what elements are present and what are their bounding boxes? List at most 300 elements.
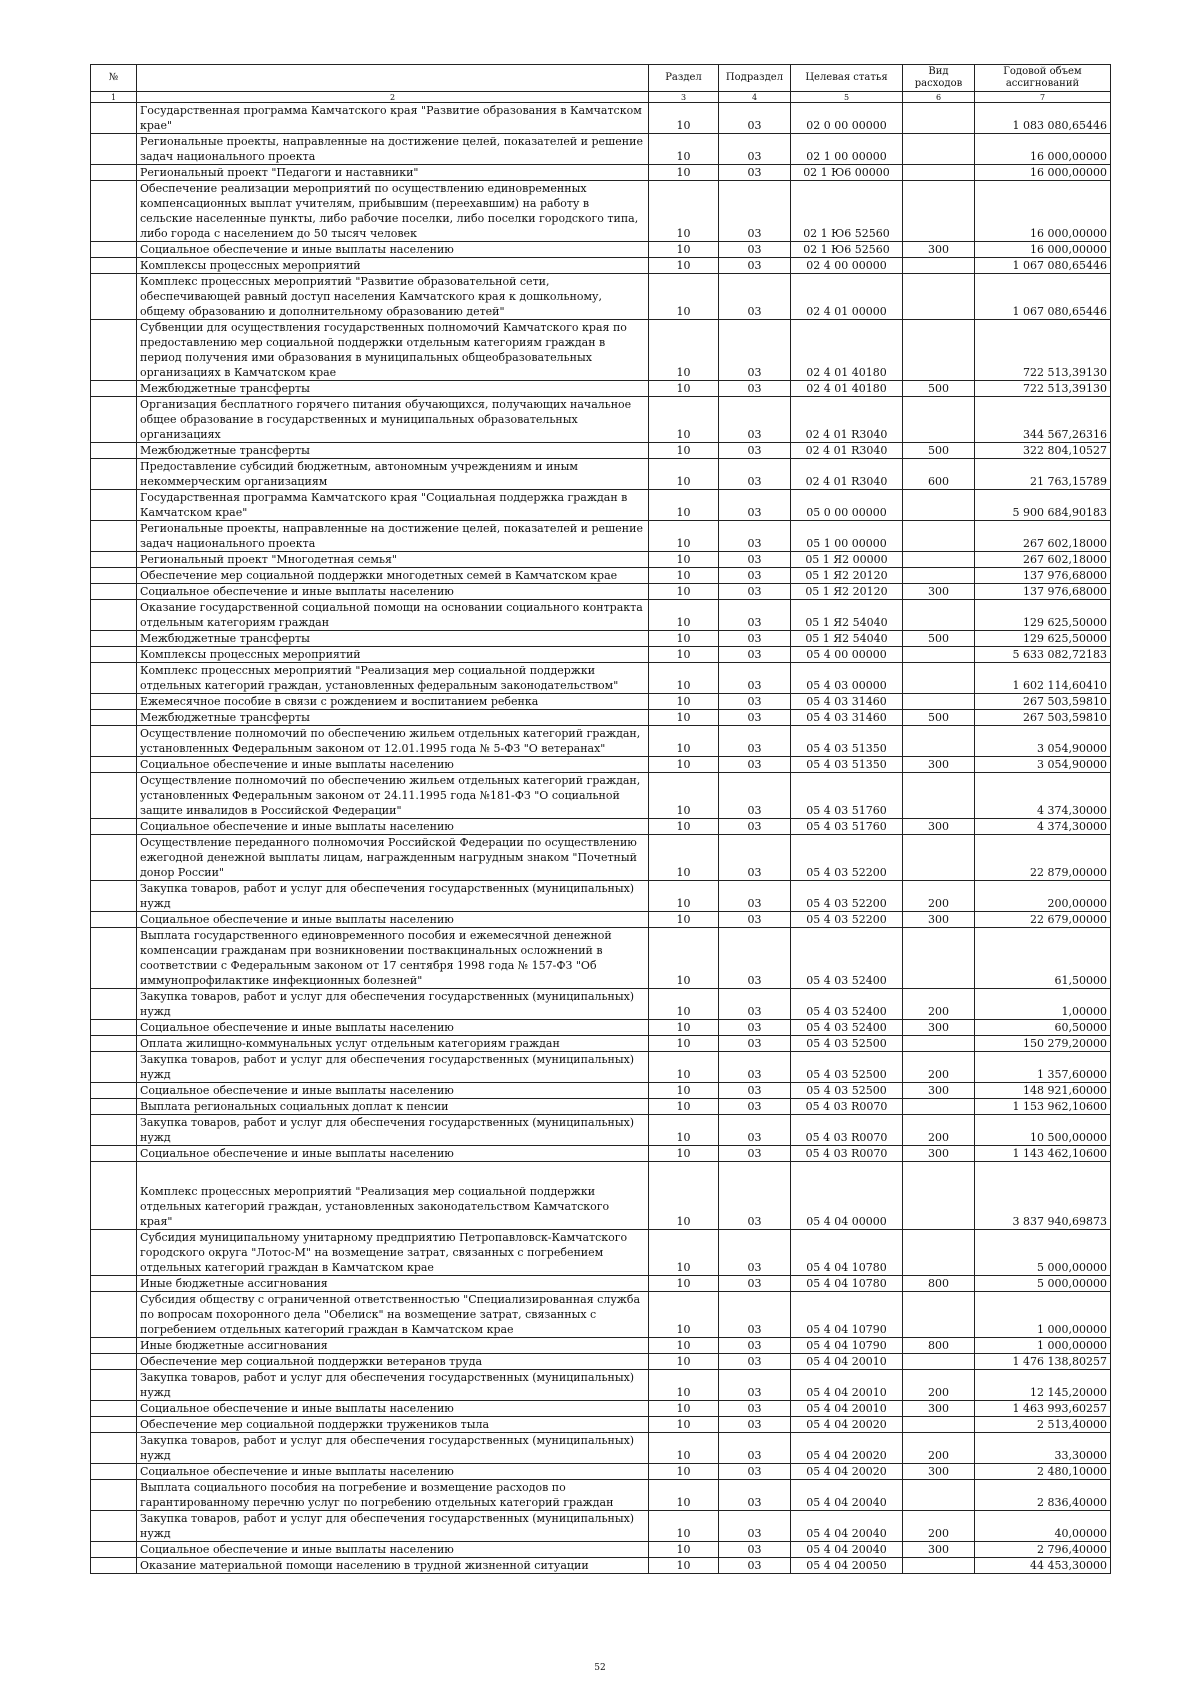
row-podrazdel: 03 [719, 1370, 791, 1401]
row-number-cell [91, 1292, 137, 1338]
row-name: Оказание государственной социальной помощи на основании социального контракта отдельным категориям граждан [137, 600, 649, 631]
header-index-6: 6 [903, 92, 975, 103]
row-number-cell [91, 835, 137, 881]
row-target-article: 05 4 03 51760 [791, 819, 903, 835]
row-expense-type [903, 1558, 975, 1574]
row-expense-type: 200 [903, 1052, 975, 1083]
row-number-cell [91, 726, 137, 757]
row-target-article: 05 4 04 20040 [791, 1480, 903, 1511]
row-target-article: 05 4 03 31460 [791, 710, 903, 726]
row-name: Социальное обеспечение и иные выплаты населению [137, 757, 649, 773]
row-razdel: 10 [649, 710, 719, 726]
row-amount: 4 374,30000 [975, 819, 1111, 835]
row-number-cell [91, 1099, 137, 1115]
row-number-cell [91, 694, 137, 710]
row-amount: 21 763,15789 [975, 459, 1111, 490]
row-expense-type [903, 1099, 975, 1115]
row-razdel: 10 [649, 773, 719, 819]
row-razdel: 10 [649, 443, 719, 459]
row-target-article: 05 4 03 R0070 [791, 1146, 903, 1162]
row-name: Социальное обеспечение и иные выплаты населению [137, 584, 649, 600]
row-expense-type: 800 [903, 1338, 975, 1354]
row-name: Социальное обеспечение и иные выплаты населению [137, 242, 649, 258]
row-podrazdel: 03 [719, 1230, 791, 1276]
row-expense-type [903, 397, 975, 443]
row-name: Межбюджетные трансферты [137, 710, 649, 726]
row-expense-type: 300 [903, 1020, 975, 1036]
table-row [91, 757, 1111, 773]
row-expense-type [903, 274, 975, 320]
row-number-cell [91, 381, 137, 397]
row-amount: 22 879,00000 [975, 835, 1111, 881]
row-expense-type [903, 773, 975, 819]
row-name: Обеспечение реализации мероприятий по осуществлению единовременных компенсационных выплат учителям, прибывшим (переехавшим) на работу в сельские населенные пункты, либо рабочие поселки, либо поселки городского типа, либо города с населением до 50 тысяч человек [137, 181, 649, 242]
row-razdel: 10 [649, 1162, 719, 1230]
row-podrazdel: 03 [719, 1115, 791, 1146]
row-expense-type [903, 647, 975, 663]
row-name: Межбюджетные трансферты [137, 443, 649, 459]
row-name: Региональный проект "Педагоги и наставники" [137, 165, 649, 181]
row-razdel: 10 [649, 1338, 719, 1354]
row-razdel: 10 [649, 274, 719, 320]
row-target-article: 05 4 03 R0070 [791, 1099, 903, 1115]
row-target-article: 02 4 01 40180 [791, 320, 903, 381]
header-index-2: 2 [137, 92, 649, 103]
table-row [91, 1230, 1111, 1276]
row-number-cell [91, 631, 137, 647]
row-razdel: 10 [649, 835, 719, 881]
row-podrazdel: 03 [719, 258, 791, 274]
budget-table [90, 64, 1111, 1574]
row-amount: 5 000,00000 [975, 1230, 1111, 1276]
row-name: Закупка товаров, работ и услуг для обеспечения государственных (муниципальных) нужд [137, 1115, 649, 1146]
row-podrazdel: 03 [719, 1162, 791, 1230]
row-name: Социальное обеспечение и иные выплаты населению [137, 1146, 649, 1162]
row-name: Закупка товаров, работ и услуг для обеспечения государственных (муниципальных) нужд [137, 1511, 649, 1542]
row-target-article: 05 1 Я2 54040 [791, 600, 903, 631]
row-number-cell [91, 521, 137, 552]
row-number-cell [91, 1020, 137, 1036]
row-razdel: 10 [649, 258, 719, 274]
row-podrazdel: 03 [719, 320, 791, 381]
row-podrazdel: 03 [719, 443, 791, 459]
row-target-article: 05 4 04 10790 [791, 1292, 903, 1338]
row-amount: 1 000,00000 [975, 1338, 1111, 1354]
row-podrazdel: 03 [719, 1417, 791, 1433]
row-podrazdel: 03 [719, 1020, 791, 1036]
row-target-article: 05 4 03 31460 [791, 694, 903, 710]
table-row [91, 1099, 1111, 1115]
row-number-cell [91, 1480, 137, 1511]
row-name: Комплексы процессных мероприятий [137, 258, 649, 274]
row-target-article: 05 4 04 10790 [791, 1338, 903, 1354]
table-row [91, 320, 1111, 381]
row-amount: 1 357,60000 [975, 1052, 1111, 1083]
table-row [91, 1276, 1111, 1292]
table-row [91, 726, 1111, 757]
row-number-cell [91, 1433, 137, 1464]
row-name: Обеспечение мер социальной поддержки многодетных семей в Камчатском крае [137, 568, 649, 584]
row-target-article: 05 1 Я2 54040 [791, 631, 903, 647]
row-expense-type: 300 [903, 1542, 975, 1558]
row-number-cell [91, 647, 137, 663]
table-row [91, 1115, 1111, 1146]
row-expense-type [903, 726, 975, 757]
row-name: Региональные проекты, направленные на достижение целей, показателей и решение задач национального проекта [137, 134, 649, 165]
table-row [91, 1511, 1111, 1542]
row-razdel: 10 [649, 1292, 719, 1338]
row-target-article: 05 4 03 52400 [791, 989, 903, 1020]
row-podrazdel: 03 [719, 1292, 791, 1338]
row-expense-type [903, 1230, 975, 1276]
row-name: Осуществление полномочий по обеспечению жильем отдельных категорий граждан, установленных Федеральным законом от 12.01.1995 года № 5-ФЗ "О ветеранах" [137, 726, 649, 757]
row-podrazdel: 03 [719, 1480, 791, 1511]
row-target-article: 02 1 Ю6 52560 [791, 181, 903, 242]
row-razdel: 10 [649, 1020, 719, 1036]
row-razdel: 10 [649, 459, 719, 490]
table-row [91, 1354, 1111, 1370]
header-index-1: 1 [91, 92, 137, 103]
row-amount: 150 279,20000 [975, 1036, 1111, 1052]
row-name: Социальное обеспечение и иные выплаты населению [137, 1464, 649, 1480]
row-expense-type: 300 [903, 1083, 975, 1099]
row-amount: 267 602,18000 [975, 552, 1111, 568]
row-name: Социальное обеспечение и иные выплаты населению [137, 1020, 649, 1036]
row-name: Социальное обеспечение и иные выплаты населению [137, 912, 649, 928]
table-row [91, 881, 1111, 912]
table-row [91, 552, 1111, 568]
header-expense-type: Вид расходов [903, 65, 975, 92]
row-podrazdel: 03 [719, 819, 791, 835]
row-name: Комплекс процессных мероприятий "Реализация мер социальной поддержки отдельных категорий граждан, установленных законодательством Камчатского края" [137, 1162, 649, 1230]
row-target-article: 02 4 01 R3040 [791, 459, 903, 490]
row-target-article: 05 4 04 10780 [791, 1276, 903, 1292]
row-expense-type [903, 181, 975, 242]
row-amount: 322 804,10527 [975, 443, 1111, 459]
row-expense-type [903, 694, 975, 710]
row-razdel: 10 [649, 568, 719, 584]
row-number-cell [91, 1542, 137, 1558]
row-number-cell [91, 397, 137, 443]
row-number-cell [91, 819, 137, 835]
row-amount: 1 083 080,65446 [975, 103, 1111, 134]
row-expense-type: 500 [903, 631, 975, 647]
header-razdel: Раздел [649, 65, 719, 92]
row-razdel: 10 [649, 1401, 719, 1417]
row-podrazdel: 03 [719, 1511, 791, 1542]
row-razdel: 10 [649, 381, 719, 397]
row-target-article: 05 4 03 00000 [791, 663, 903, 694]
row-amount: 267 503,59810 [975, 710, 1111, 726]
row-name: Выплата социального пособия на погребение и возмещение расходов по гарантированному перечню услуг по погребению отдельных категорий граждан [137, 1480, 649, 1511]
row-podrazdel: 03 [719, 103, 791, 134]
row-razdel: 10 [649, 1354, 719, 1370]
row-podrazdel: 03 [719, 552, 791, 568]
row-razdel: 10 [649, 757, 719, 773]
row-name: Выплата региональных социальных доплат к пенсии [137, 1099, 649, 1115]
header-index-7: 7 [975, 92, 1111, 103]
table-row [91, 242, 1111, 258]
row-amount: 1 067 080,65446 [975, 258, 1111, 274]
table-row [91, 181, 1111, 242]
table-row [91, 1542, 1111, 1558]
row-podrazdel: 03 [719, 773, 791, 819]
row-expense-type [903, 165, 975, 181]
row-amount: 40,00000 [975, 1511, 1111, 1542]
row-amount: 722 513,39130 [975, 381, 1111, 397]
row-razdel: 10 [649, 397, 719, 443]
row-amount: 61,50000 [975, 928, 1111, 989]
row-expense-type: 300 [903, 242, 975, 258]
row-podrazdel: 03 [719, 912, 791, 928]
row-number-cell [91, 1162, 137, 1230]
row-razdel: 10 [649, 1464, 719, 1480]
row-name: Предоставление субсидий бюджетным, автономным учреждениям и иным некоммерческим организациям [137, 459, 649, 490]
row-amount: 267 602,18000 [975, 521, 1111, 552]
row-expense-type: 300 [903, 584, 975, 600]
row-amount: 3 054,90000 [975, 726, 1111, 757]
table-row [91, 490, 1111, 521]
row-target-article: 05 4 03 52400 [791, 928, 903, 989]
row-number-cell [91, 584, 137, 600]
budget-document [90, 64, 1110, 1574]
row-name: Региональные проекты, направленные на достижение целей, показателей и решение задач национального проекта [137, 521, 649, 552]
row-razdel: 10 [649, 165, 719, 181]
table-row [91, 1433, 1111, 1464]
row-expense-type: 500 [903, 443, 975, 459]
table-row [91, 134, 1111, 165]
row-podrazdel: 03 [719, 710, 791, 726]
row-podrazdel: 03 [719, 1401, 791, 1417]
row-expense-type [903, 835, 975, 881]
row-number-cell [91, 710, 137, 726]
row-number-cell [91, 773, 137, 819]
row-podrazdel: 03 [719, 134, 791, 165]
table-row [91, 1020, 1111, 1036]
row-number-cell [91, 1558, 137, 1574]
header-annual-volume: Годовой объем ассигнований [975, 65, 1111, 92]
row-razdel: 10 [649, 631, 719, 647]
row-amount: 2 480,10000 [975, 1464, 1111, 1480]
row-number-cell [91, 1464, 137, 1480]
row-podrazdel: 03 [719, 989, 791, 1020]
row-podrazdel: 03 [719, 1083, 791, 1099]
row-name: Осуществление переданного полномочия Российской Федерации по осуществлению ежегодной денежной выплаты лицам, награжденным нагрудным знаком "Почетный донор России" [137, 835, 649, 881]
row-expense-type: 800 [903, 1276, 975, 1292]
table-row [91, 694, 1111, 710]
row-target-article: 05 1 00 00000 [791, 521, 903, 552]
table-row [91, 647, 1111, 663]
row-expense-type [903, 552, 975, 568]
row-amount: 60,50000 [975, 1020, 1111, 1036]
row-expense-type: 300 [903, 819, 975, 835]
row-razdel: 10 [649, 1276, 719, 1292]
row-podrazdel: 03 [719, 1464, 791, 1480]
row-target-article: 02 4 01 R3040 [791, 443, 903, 459]
row-razdel: 10 [649, 1083, 719, 1099]
row-name: Обеспечение мер социальной поддержки тружеников тыла [137, 1417, 649, 1433]
row-expense-type [903, 521, 975, 552]
row-expense-type [903, 928, 975, 989]
row-number-cell [91, 459, 137, 490]
row-expense-type: 200 [903, 1511, 975, 1542]
row-amount: 1,00000 [975, 989, 1111, 1020]
row-expense-type: 300 [903, 912, 975, 928]
table-row [91, 1162, 1111, 1230]
row-expense-type [903, 1036, 975, 1052]
row-number-cell [91, 1401, 137, 1417]
row-number-cell [91, 1036, 137, 1052]
row-amount: 1 143 462,10600 [975, 1146, 1111, 1162]
header-index-4: 4 [719, 92, 791, 103]
row-podrazdel: 03 [719, 881, 791, 912]
row-podrazdel: 03 [719, 1146, 791, 1162]
row-number-cell [91, 258, 137, 274]
table-row [91, 835, 1111, 881]
row-name: Государственная программа Камчатского края "Развитие образования в Камчатском крае" [137, 103, 649, 134]
row-target-article: 05 4 04 20040 [791, 1542, 903, 1558]
row-razdel: 10 [649, 1558, 719, 1574]
row-number-cell [91, 490, 137, 521]
table-row [91, 773, 1111, 819]
table-row [91, 103, 1111, 134]
row-podrazdel: 03 [719, 1354, 791, 1370]
row-name: Закупка товаров, работ и услуг для обеспечения государственных (муниципальных) нужд [137, 1433, 649, 1464]
row-target-article: 05 4 04 20020 [791, 1417, 903, 1433]
header-index-5: 5 [791, 92, 903, 103]
row-name: Закупка товаров, работ и услуг для обеспечения государственных (муниципальных) нужд [137, 1370, 649, 1401]
table-row [91, 1036, 1111, 1052]
row-target-article: 05 4 04 20040 [791, 1511, 903, 1542]
row-razdel: 10 [649, 600, 719, 631]
row-target-article: 05 4 00 00000 [791, 647, 903, 663]
table-row [91, 258, 1111, 274]
row-target-article: 05 4 03 51760 [791, 773, 903, 819]
row-expense-type: 300 [903, 1146, 975, 1162]
row-razdel: 10 [649, 134, 719, 165]
row-number-cell [91, 320, 137, 381]
row-amount: 1 000,00000 [975, 1292, 1111, 1338]
row-number-cell [91, 1083, 137, 1099]
row-amount: 2 513,40000 [975, 1417, 1111, 1433]
row-number-cell [91, 134, 137, 165]
row-expense-type: 200 [903, 1370, 975, 1401]
row-amount: 1 476 138,80257 [975, 1354, 1111, 1370]
row-name: Социальное обеспечение и иные выплаты населению [137, 1542, 649, 1558]
row-amount: 5 633 082,72183 [975, 647, 1111, 663]
row-podrazdel: 03 [719, 381, 791, 397]
page-number: 52 [594, 1663, 606, 1673]
row-target-article: 02 0 00 00000 [791, 103, 903, 134]
row-name: Закупка товаров, работ и услуг для обеспечения государственных (муниципальных) нужд [137, 989, 649, 1020]
table-row [91, 274, 1111, 320]
row-amount: 44 453,30000 [975, 1558, 1111, 1574]
row-name: Оплата жилищно-коммунальных услуг отдельным категориям граждан [137, 1036, 649, 1052]
table-row [91, 1338, 1111, 1354]
row-name: Социальное обеспечение и иные выплаты населению [137, 1401, 649, 1417]
row-razdel: 10 [649, 1099, 719, 1115]
table-row [91, 165, 1111, 181]
row-target-article: 02 1 00 00000 [791, 134, 903, 165]
table-row [91, 1146, 1111, 1162]
row-expense-type [903, 1354, 975, 1370]
table-row [91, 1292, 1111, 1338]
row-number-cell [91, 443, 137, 459]
row-expense-type: 600 [903, 459, 975, 490]
row-expense-type: 300 [903, 1401, 975, 1417]
row-amount: 5 900 684,90183 [975, 490, 1111, 521]
row-target-article: 05 4 04 00000 [791, 1162, 903, 1230]
row-razdel: 10 [649, 1433, 719, 1464]
row-podrazdel: 03 [719, 694, 791, 710]
row-target-article: 05 4 04 20020 [791, 1433, 903, 1464]
row-number-cell [91, 242, 137, 258]
row-number-cell [91, 1276, 137, 1292]
row-amount: 1 602 114,60410 [975, 663, 1111, 694]
row-podrazdel: 03 [719, 459, 791, 490]
row-name: Организация бесплатного горячего питания обучающихся, получающих начальное общее образование в государственных и муниципальных образовательных организациях [137, 397, 649, 443]
row-name: Обеспечение мер социальной поддержки ветеранов труда [137, 1354, 649, 1370]
table-row [91, 1558, 1111, 1574]
row-razdel: 10 [649, 1511, 719, 1542]
row-name: Социальное обеспечение и иные выплаты населению [137, 1083, 649, 1099]
row-expense-type: 300 [903, 1464, 975, 1480]
row-amount: 16 000,00000 [975, 134, 1111, 165]
row-target-article: 05 4 04 20010 [791, 1354, 903, 1370]
row-number-cell [91, 103, 137, 134]
row-target-article: 05 4 04 20050 [791, 1558, 903, 1574]
row-name: Межбюджетные трансферты [137, 381, 649, 397]
row-podrazdel: 03 [719, 600, 791, 631]
row-name: Межбюджетные трансферты [137, 631, 649, 647]
header-index-row [91, 92, 1111, 103]
row-number-cell [91, 757, 137, 773]
row-target-article: 05 4 03 R0070 [791, 1115, 903, 1146]
header-row [91, 65, 1111, 92]
row-podrazdel: 03 [719, 584, 791, 600]
table-row [91, 819, 1111, 835]
table-row [91, 568, 1111, 584]
row-name: Субсидия муниципальному унитарному предприятию Петропавловск-Камчатского городского округа "Лотос-М" на возмещение затрат, связанных с погребением отдельных категорий граждан в Камчатском крае [137, 1230, 649, 1276]
row-name: Иные бюджетные ассигнования [137, 1276, 649, 1292]
row-amount: 344 567,26316 [975, 397, 1111, 443]
row-razdel: 10 [649, 1146, 719, 1162]
row-podrazdel: 03 [719, 1558, 791, 1574]
row-amount: 129 625,50000 [975, 631, 1111, 647]
row-podrazdel: 03 [719, 1052, 791, 1083]
row-podrazdel: 03 [719, 1433, 791, 1464]
row-number-cell [91, 1354, 137, 1370]
row-podrazdel: 03 [719, 1338, 791, 1354]
row-expense-type [903, 568, 975, 584]
table-body [91, 103, 1111, 1574]
table-row [91, 928, 1111, 989]
row-podrazdel: 03 [719, 757, 791, 773]
row-name: Комплекс процессных мероприятий "Реализация мер социальной поддержки отдельных категорий граждан, установленных федеральным законодательством" [137, 663, 649, 694]
row-number-cell [91, 989, 137, 1020]
row-podrazdel: 03 [719, 1276, 791, 1292]
row-amount: 2 796,40000 [975, 1542, 1111, 1558]
row-amount: 5 000,00000 [975, 1276, 1111, 1292]
row-amount: 722 513,39130 [975, 320, 1111, 381]
row-razdel: 10 [649, 320, 719, 381]
row-razdel: 10 [649, 1230, 719, 1276]
row-target-article: 05 4 03 52200 [791, 912, 903, 928]
row-target-article: 05 4 03 52500 [791, 1052, 903, 1083]
row-number-cell [91, 912, 137, 928]
table-row [91, 584, 1111, 600]
row-expense-type [903, 1417, 975, 1433]
